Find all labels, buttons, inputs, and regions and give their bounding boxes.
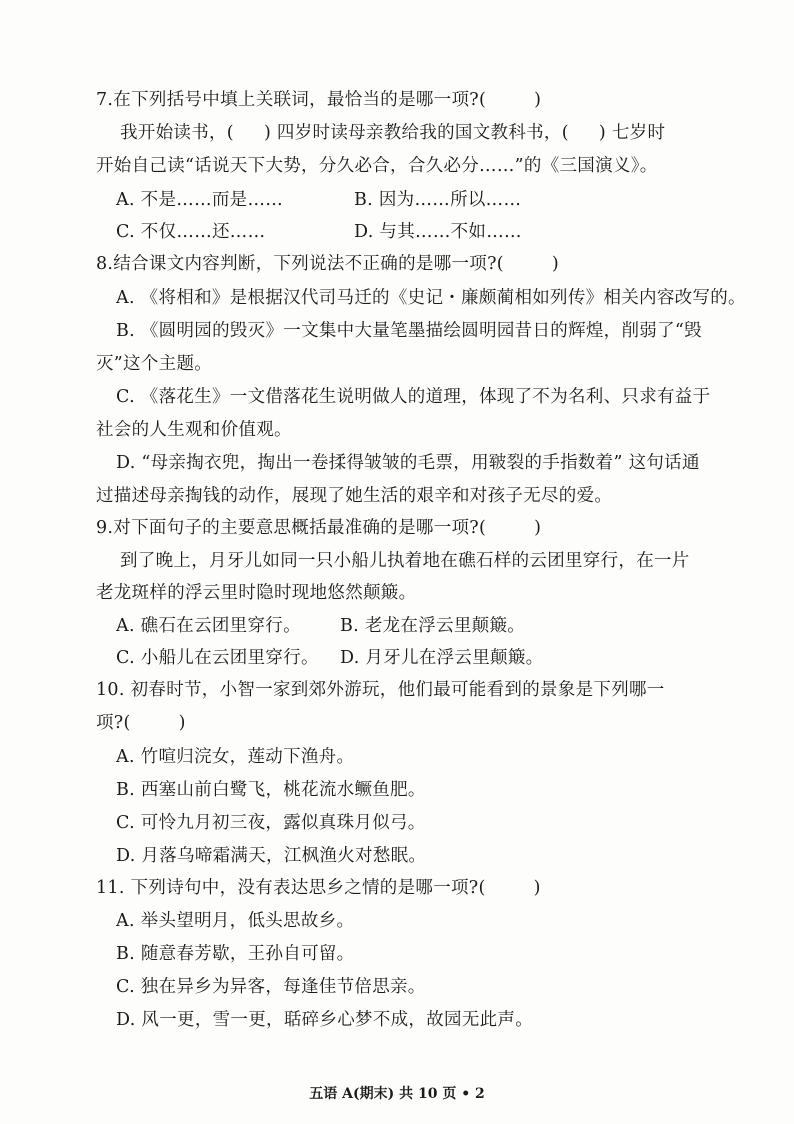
question-7-option-c: C. 不仅……还…… <box>116 222 266 242</box>
question-8-option-b-cont: 灭”这个主题。 <box>96 354 213 374</box>
question-10-option-a: A. 竹喧归浣女，莲动下渔舟。 <box>116 747 355 767</box>
question-11-option-a: A. 举头望明月，低头思故乡。 <box>116 911 355 931</box>
question-8-option-a: A. 《将相和》是根据汉代司马迁的《史记・廉颇蔺相如列传》相关内容改写的。 <box>116 288 746 308</box>
question-9-text: 9.对下面句子的主要意思概括最准确的是哪一项?( <box>96 518 487 538</box>
question-11-option-b: B. 随意春芳歇，王孙自可留。 <box>116 944 355 964</box>
question-7-stem <box>96 88 541 112</box>
question-8-option-d-cont: 过描述母亲掏钱的动作，展现了她生活的艰辛和对孩子无尽的爱。 <box>96 486 613 506</box>
question-10-stem-cont <box>96 711 186 735</box>
page-footer: 五语 A(期末) 共 10 页 • 2 <box>309 1086 485 1102</box>
question-10-option-b: B. 西塞山前白鹭飞，桃花流水鳜鱼肥。 <box>116 780 426 800</box>
question-9-stem <box>96 516 541 540</box>
question-8-option-d: D. “母亲掏衣兜，掏出一卷揉得皱皱的毛票，用皲裂的手指数着” 这句话通 <box>116 453 700 473</box>
question-9-close: ) <box>534 518 542 538</box>
question-7-passage-cont: 开始自己读“话说天下大势，分久必合，合久必分……”的《三国演义》。 <box>96 156 658 176</box>
question-11-option-d: D. 风一更，雪一更，聒碎乡心梦不成，故园无此声。 <box>116 1010 534 1030</box>
question-8-option-c: C. 《落花生》一文借落花生说明做人的道理，体现了不为名利、只求有益于 <box>116 387 711 407</box>
question-8-close: ) <box>551 254 560 274</box>
passage-part: ) 四岁时读母亲教给我的国文教科书，( <box>263 123 569 143</box>
question-11-option-c: C. 独在异乡为异客，每逢佳节倍思亲。 <box>116 977 426 997</box>
passage-part: 我开始读书，( <box>120 123 234 143</box>
question-7-option-a: A. 不是……而是…… <box>116 190 284 210</box>
question-9-passage: 到了晚上，月牙儿如同一只小船儿执着地在礁石样的云团里穿行，在一片 <box>120 551 690 571</box>
question-11-stem <box>96 876 541 900</box>
question-11-text: 11. 下列诗句中，没有表达思乡之情的是哪一项?( <box>96 878 486 898</box>
question-10-option-c: C. 可怜九月初三夜，露似真珠月似弓。 <box>116 813 426 833</box>
question-9-option-c: C. 小船儿在云团里穿行。 <box>116 648 319 668</box>
question-8-option-b: B. 《圆明园的毁灭》一文集中大量笔墨描绘圆明园昔日的辉煌，削弱了“毁 <box>116 321 702 341</box>
question-8-stem <box>96 252 559 276</box>
question-10-close: ) <box>178 713 186 733</box>
question-7-passage <box>120 121 665 145</box>
question-10-text: 项?( <box>96 713 131 733</box>
passage-part: ) 七岁时 <box>598 123 666 143</box>
question-8-text: 8.结合课文内容判断，下列说法不正确的是哪一项?( <box>96 254 504 274</box>
question-9-option-b: B. 老龙在浮云里颠簸。 <box>340 616 526 636</box>
question-7-option-d: D. 与其……不如…… <box>354 222 522 242</box>
question-10-option-d: D. 月落乌啼霜满天，江枫渔火对愁眠。 <box>116 846 427 866</box>
question-7-option-b: B. 因为……所以…… <box>354 190 522 210</box>
question-9-passage-cont: 老龙斑样的浮云里时隐时现地悠然颠簸。 <box>96 583 417 603</box>
question-11-close: ) <box>533 878 541 898</box>
question-7-text: 7.在下列括号中填上关联词，最恰当的是哪一项?( <box>96 90 487 110</box>
question-10-stem: 10. 初春时节，小智一家到郊外游玩，他们最可能看到的景象是下列哪一 <box>96 680 665 700</box>
question-9-option-a: A. 礁石在云团里穿行。 <box>116 616 301 636</box>
question-8-option-c-cont: 社会的人生观和价值观。 <box>96 420 292 440</box>
question-9-option-d: D. 月牙儿在浮云里颠簸。 <box>340 648 544 668</box>
question-7-close: ) <box>534 90 542 110</box>
